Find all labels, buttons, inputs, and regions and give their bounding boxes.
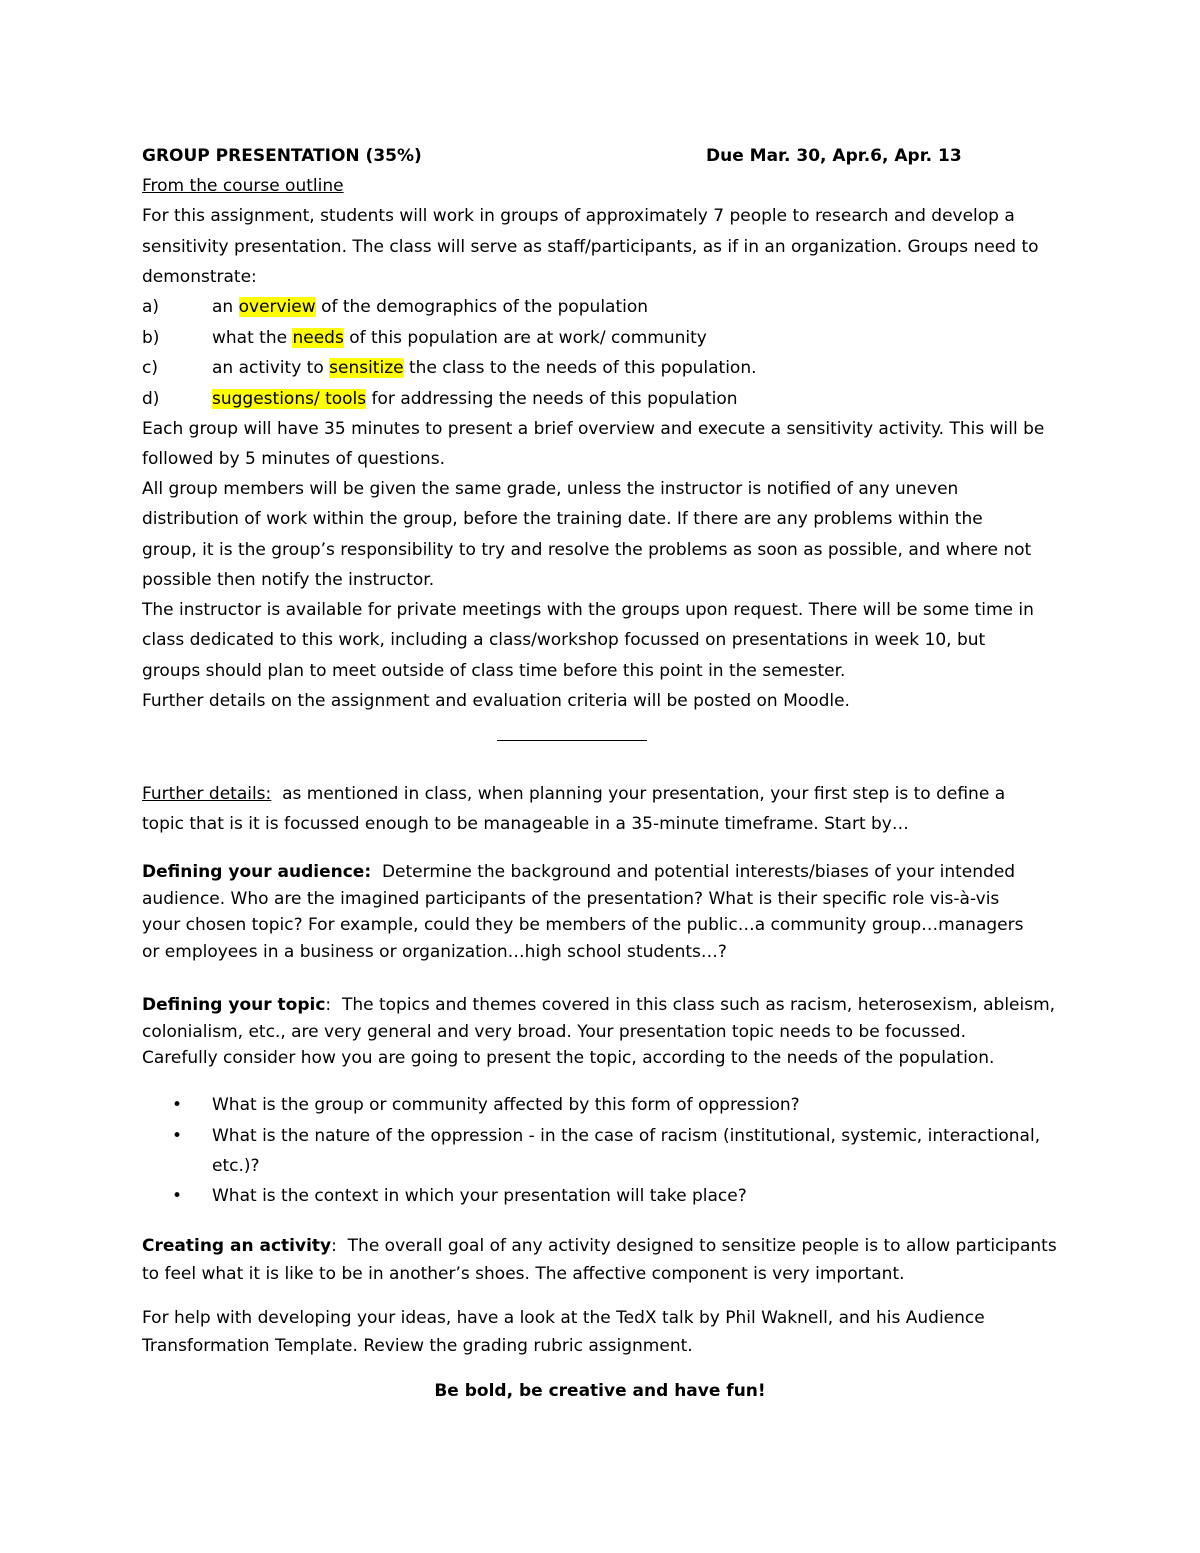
item-post: for addressing the needs of this population [366,389,738,409]
intro-line: demonstrate: [142,267,257,287]
item-pre: an [212,297,239,317]
audience-line: your chosen topic? For example, could they be members of the public…a community group…managers [142,915,1024,935]
closing-line: Be bold, be creative and have fun! [434,1381,766,1401]
body-line: group, it is the group’s responsibility to try and resolve the problems as soon as possible, and where not [142,540,1032,560]
further-details-label: Further details: [142,784,272,804]
bullet-text-continued: etc.)? [212,1156,260,1176]
activity-line: to feel what it is like to be in another’s shoes. The affective component is very important. [142,1264,905,1284]
bullet-text: What is the group or community affected by this form of oppression? [212,1095,800,1115]
item-pre: an activity to [212,358,330,378]
highlighted-keyword: needs [292,328,344,348]
body-line: possible then notify the instructor. [142,570,435,590]
item-post: of this population are at work/ community [343,328,707,348]
bullet-text: What is the context in which your presentation will take place? [212,1186,747,1206]
highlighted-keyword: overview [238,297,316,317]
audience-line: audience. Who are the imagined participants of the presentation? What is their specific role vis-à-vis [142,889,1000,909]
help-line: For help with developing your ideas, have a look at the TedX talk by Phil Waknell, and his Audience [142,1308,985,1328]
audience-line: or employees in a business or organization…high school students…? [142,942,727,962]
item-text [212,327,707,349]
item-post: the class to the needs of this population. [403,358,757,378]
bullet-dot-icon: • [172,1095,183,1115]
help-line: Transformation Template. Review the grading rubric assignment. [142,1336,693,1356]
topic-text: : The topics and themes covered in this class such as racism, heterosexism, ableism, [325,995,1056,1015]
further-details-line [142,783,1072,805]
topic-line [142,994,1072,1016]
section-divider [497,740,647,741]
audience-text: Determine the background and potential interests/biases of your intended [371,862,1016,882]
highlighted-keyword: sensitize [329,358,404,378]
item-letter: b) [142,328,160,348]
item-letter: d) [142,389,160,409]
due-dates: Due Mar. 30, Apr.6, Apr. 13 [706,146,962,166]
outline-heading: From the course outline [142,176,344,196]
audience-label: Defining your audience: [142,862,372,882]
body-line: All group members will be given the same grade, unless the instructor is notified of any uneven [142,479,959,499]
bullet-dot-icon: • [172,1186,183,1206]
intro-line: sensitivity presentation. The class will serve as staff/participants, as if in an organization. Groups need to [142,237,1039,257]
item-text [212,388,738,410]
item-text [212,296,648,318]
further-details-line: topic that is it is focussed enough to be manageable in a 35-minute timeframe. Start by… [142,814,909,834]
body-line: The instructor is available for private meetings with the groups upon request. There will be some time in [142,600,1034,620]
topic-label: Defining your topic [142,995,326,1015]
intro-line: For this assignment, students will work in groups of approximately 7 people to research and develop a [142,206,1015,226]
bullet-dot-icon: • [172,1126,183,1146]
body-line: followed by 5 minutes of questions. [142,449,445,469]
item-post: of the demographics of the population [315,297,649,317]
assignment-title: GROUP PRESENTATION (35%) [142,146,422,166]
item-pre: what the [212,328,293,348]
audience-line [142,861,1072,883]
item-letter: c) [142,358,158,378]
item-letter: a) [142,297,160,317]
body-line: Each group will have 35 minutes to present a brief overview and execute a sensitivity activity. This will be [142,419,1045,439]
body-line: Further details on the assignment and evaluation criteria will be posted on Moodle. [142,691,850,711]
body-line: distribution of work within the group, before the training date. If there are any problems within the [142,509,983,529]
activity-label: Creating an activity [142,1236,332,1256]
bullet-text: What is the nature of the oppression - in the case of racism (institutional, systemic, interactional, [212,1126,1041,1146]
activity-line [142,1235,1072,1257]
body-line: groups should plan to meet outside of class time before this point in the semester. [142,661,846,681]
further-details-text: as mentioned in class, when planning your presentation, your first step is to define a [271,784,1006,804]
body-line: class dedicated to this work, including a class/workshop focussed on presentations in week 10, but [142,630,986,650]
highlighted-keyword: suggestions/ tools [212,389,367,409]
activity-text: : The overall goal of any activity designed to sensitize people is to allow participants [331,1236,1057,1256]
item-text [212,357,757,379]
topic-line: colonialism, etc., are very general and very broad. Your presentation topic needs to be focussed. [142,1022,966,1042]
topic-line: Carefully consider how you are going to present the topic, according to the needs of the population. [142,1048,995,1068]
